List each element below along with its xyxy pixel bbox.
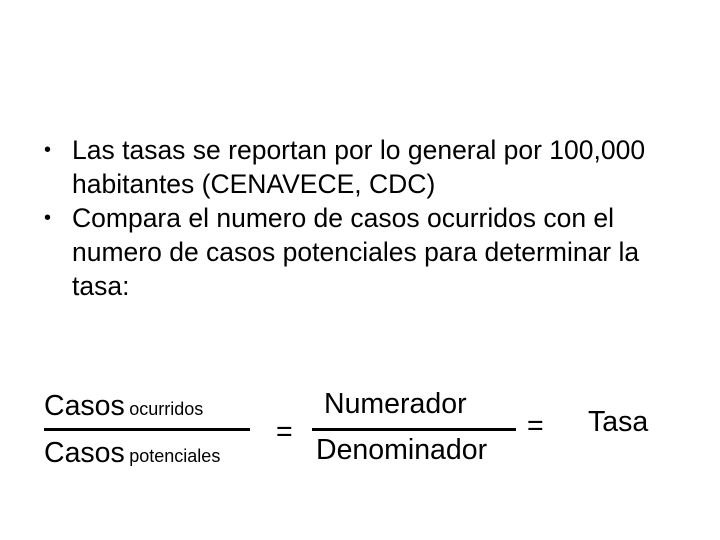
denominator-word: Casos [44,437,125,469]
bullet-item [44,133,684,201]
equals-sign: = [276,416,293,448]
bullet-list [44,133,684,303]
result-term: Tasa [588,406,649,438]
bullet-text: Compara el numero de casos ocurridos con el numero de casos potenciales para determinar la tasa: [72,203,640,301]
bullet-marker: • [44,139,52,161]
numerator-qualifier: ocurridos [129,399,204,419]
denominator-qualifier: potenciales [129,446,221,466]
left-fraction-bar [44,428,250,431]
numerator-word: Casos [44,390,125,422]
equals-sign: = [527,410,544,442]
left-denominator [44,439,220,468]
middle-numerator: Numerador [324,388,467,420]
left-numerator [44,392,203,421]
bullet-marker: • [44,207,52,229]
middle-fraction-bar [312,428,516,431]
middle-denominator: Denominador [316,434,488,466]
bullet-item [44,201,684,303]
bullet-text: Las tasas se reportan por lo general por 100,000 habitantes (CENAVECE, CDC) [72,135,646,199]
